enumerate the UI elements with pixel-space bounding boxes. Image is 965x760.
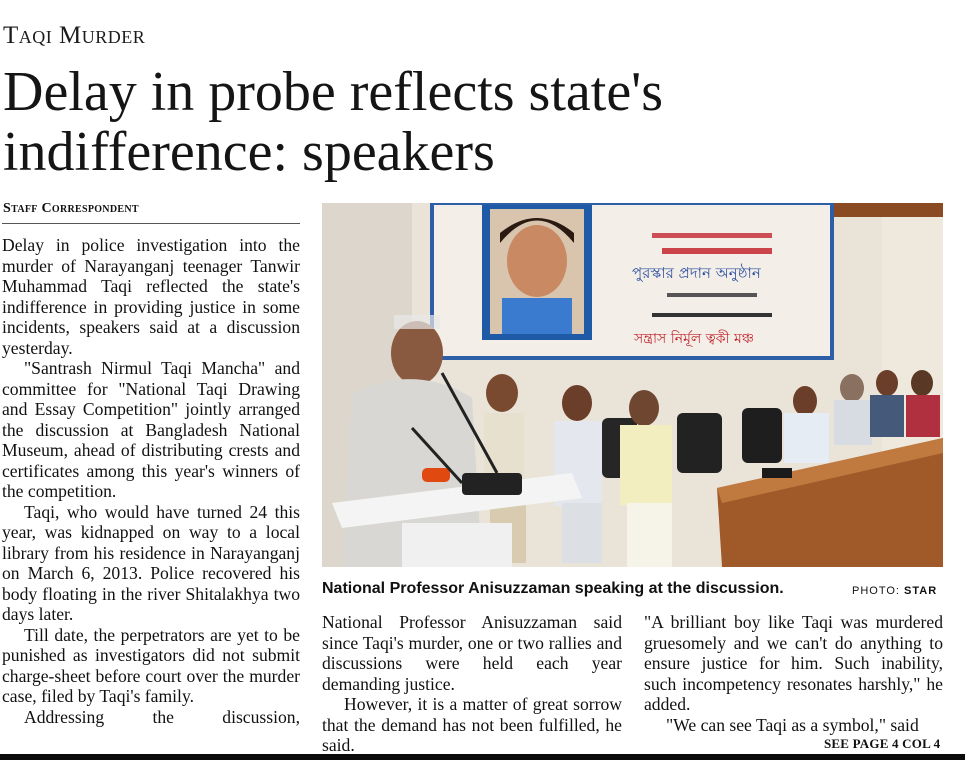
byline: Staff Correspondent — [3, 201, 139, 216]
event-photo-illustration — [322, 203, 943, 567]
paragraph: Delay in police investigation into the murder of Narayanganj teenager Tanwir Muhammad Taqi reflected the state's indifference in providing justice in some incidents, speakers said at a discussion yesterday. — [2, 235, 300, 358]
paragraph: National Professor Anisuzzaman said since Taqi's murder, one or two rallies and discussions were held each year demanding justice. — [322, 612, 622, 694]
article-column-1 — [2, 235, 300, 755]
article-column-2 — [322, 612, 622, 754]
paragraph: However, it is a matter of great sorrow that the demand has not been fulfilled, he said. — [322, 694, 622, 754]
banner-text: সন্ত্রাস নির্মূল ত্বকী মঞ্চ — [634, 331, 754, 347]
paragraph: Addressing the discussion, — [24, 706, 300, 727]
byline-rule — [2, 223, 300, 224]
paragraph: "A brilliant boy like Taqi was murdered gruesomely and we can't do anything to ensure justice for him. Such inability, such incompetency resonates harshly," he added. — [644, 612, 943, 714]
kicker: Taqi Murder — [3, 22, 146, 49]
paragraph: Till date, the perpetrators are yet to be punished as investigators did not submit charge-sheet before court over the murder case, filed by Taqi's family. — [2, 624, 300, 706]
jump-reference: SEE PAGE 4 COL 4 — [824, 736, 941, 751]
paragraph: "We can see Taqi as a symbol," said — [666, 714, 919, 735]
photo-caption: National Professor Anisuzzaman speaking at the discussion. — [322, 580, 784, 597]
photo-credit-source: STAR — [904, 585, 938, 597]
paragraph: Taqi, who would have turned 24 this year, was kidnapped on way to a local library from his residence in Narayanganj on March 6, 2013. Police recovered his body floating in the river Shitalakhya two days later. — [2, 501, 300, 624]
photo-credit — [852, 585, 937, 597]
banner-title: পুরস্কার প্রদান অনুষ্ঠান — [632, 264, 761, 282]
article-column-3 — [644, 612, 943, 742]
bottom-rule — [0, 754, 965, 760]
news-photo — [322, 203, 943, 567]
headline: Delay in probe reflects state's indifference: speakers — [3, 61, 664, 183]
photo-credit-label: PHOTO: — [852, 585, 900, 597]
paragraph: "Santrash Nirmul Taqi Mancha" and committee for "National Taqi Drawing and Essay Competition" jointly arranged the discussion at Bangladesh National Museum, ahead of distributing crests and certificates among this year's winners of the competition. — [2, 358, 300, 501]
